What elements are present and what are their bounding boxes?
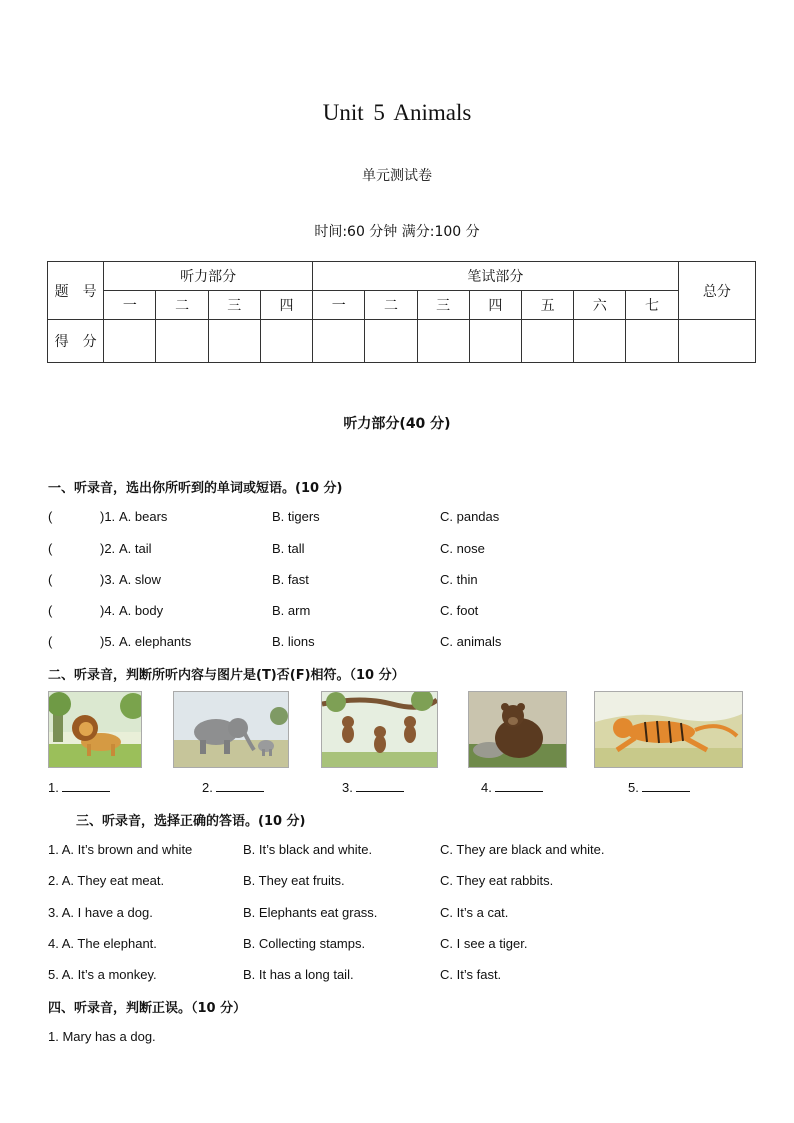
option-b: B. lions xyxy=(272,634,315,649)
writing-col: 二 xyxy=(365,291,417,320)
writing-header: 笔试部分 xyxy=(313,262,679,291)
writing-col: 五 xyxy=(521,291,573,320)
score-cell[interactable] xyxy=(417,320,469,363)
monkeys-picture xyxy=(321,691,438,768)
score-cell[interactable] xyxy=(574,320,626,363)
score-cell[interactable] xyxy=(156,320,208,363)
score-cell[interactable] xyxy=(678,320,755,363)
part1-item: ( )4. A. body B. arm C. foot xyxy=(48,603,479,618)
score-cell[interactable] xyxy=(208,320,260,363)
writing-col: 一 xyxy=(313,291,365,320)
option-b: B. tall xyxy=(272,541,305,556)
answer-blank[interactable] xyxy=(356,781,404,792)
score-table xyxy=(47,261,756,363)
part1-item: ( )5. A. elephants B. lions C. animals xyxy=(48,634,502,649)
option-a: 3. A. I have a dog. xyxy=(48,905,153,920)
writing-col: 七 xyxy=(626,291,678,320)
listening-header: 听力部分 xyxy=(104,262,313,291)
answer-blank[interactable] xyxy=(642,781,690,792)
listening-col: 四 xyxy=(260,291,312,320)
score-cell[interactable] xyxy=(626,320,678,363)
page-title: Unit 5 Animals xyxy=(322,100,472,125)
part1-heading: 一、听录音，选出你所听到的单词或短语。(10 分) xyxy=(48,481,343,496)
part3-item xyxy=(48,873,554,888)
tiger-picture xyxy=(594,691,743,768)
time-info: 时间:60 分钟 满分:100 分 xyxy=(314,224,480,240)
option-c: C. I see a tiger. xyxy=(440,936,528,951)
option-a: 1. A. It’s brown and white xyxy=(48,842,193,857)
option-c: C. animals xyxy=(440,634,502,649)
page-subtitle: 单元测试卷 xyxy=(362,168,432,184)
option-b: B. Collecting stamps. xyxy=(243,936,366,951)
picture-answer-2[interactable]: 2. xyxy=(202,780,264,795)
listening-col: 二 xyxy=(156,291,208,320)
picture-answer-5[interactable]: 5. xyxy=(628,780,690,795)
row-label-score: 得 分 xyxy=(48,320,104,363)
score-cell[interactable] xyxy=(313,320,365,363)
part3-item xyxy=(48,842,605,857)
writing-col: 四 xyxy=(469,291,521,320)
option-a: 2. A. They eat meat. xyxy=(48,873,165,888)
option-a: 5. A. It’s a monkey. xyxy=(48,967,157,982)
answer-paren[interactable]: ( xyxy=(48,541,53,556)
listening-col: 三 xyxy=(208,291,260,320)
option-c: C. nose xyxy=(440,541,485,556)
part4-heading: 四、听录音，判断正误。（10 分） xyxy=(48,1001,247,1016)
option-b: B. fast xyxy=(272,572,309,587)
option-a: A. body xyxy=(119,603,164,618)
answer-blank[interactable] xyxy=(216,781,264,792)
answer-paren[interactable]: ( xyxy=(48,634,53,649)
part1-item: ( )3. A. slow B. fast C. thin xyxy=(48,572,478,587)
part3-heading: 三、听录音，选择正确的答语。(10 分) xyxy=(76,814,306,829)
part4-item: 1. Mary has a dog. xyxy=(48,1029,156,1044)
writing-col: 三 xyxy=(417,291,469,320)
option-a: A. bears xyxy=(119,509,168,524)
option-c: C. They eat rabbits. xyxy=(440,873,554,888)
score-cell[interactable] xyxy=(469,320,521,363)
answer-paren[interactable]: ( xyxy=(48,509,53,524)
score-cell[interactable] xyxy=(365,320,417,363)
elephants-picture xyxy=(173,691,289,768)
writing-col: 六 xyxy=(574,291,626,320)
listening-section-title: 听力部分(40 分) xyxy=(343,416,451,432)
option-c: C. thin xyxy=(440,572,478,587)
row-label-number: 题 号 xyxy=(48,262,104,320)
picture-answer-4[interactable]: 4. xyxy=(481,780,543,795)
part1-item: ( )2. A. tail B. tall C. nose xyxy=(48,541,485,556)
part3-item xyxy=(48,905,509,920)
picture-answer-1[interactable]: 1. xyxy=(48,780,110,795)
option-c: C. It’s a cat. xyxy=(440,905,509,920)
total-header: 总分 xyxy=(678,262,755,320)
option-c: C. foot xyxy=(440,603,479,618)
option-c: C. They are black and white. xyxy=(440,842,605,857)
picture-answer-3[interactable]: 3. xyxy=(342,780,404,795)
part1-item: ( )1. A. bears B. tigers C. pandas xyxy=(48,509,500,524)
option-a: A. elephants xyxy=(119,634,192,649)
option-b: B. It’s black and white. xyxy=(243,842,373,857)
option-a: A. tail xyxy=(119,541,152,556)
answer-blank[interactable] xyxy=(62,781,110,792)
answer-paren[interactable]: ( xyxy=(48,603,53,618)
option-c: C. It’s fast. xyxy=(440,967,502,982)
lion-picture xyxy=(48,691,142,768)
answer-blank[interactable] xyxy=(495,781,543,792)
option-b: B. It has a long tail. xyxy=(243,967,354,982)
part2-heading: 二、听录音，判断所听内容与图片是(T)否(F)相符。（10 分） xyxy=(48,668,405,683)
score-cell[interactable] xyxy=(260,320,312,363)
option-b: B. tigers xyxy=(272,509,320,524)
option-a: 4. A. The elephant. xyxy=(48,936,157,951)
part3-item xyxy=(48,936,528,951)
answer-paren[interactable]: ( xyxy=(48,572,53,587)
option-a: A. slow xyxy=(119,572,161,587)
part3-item xyxy=(48,967,502,982)
option-b: B. arm xyxy=(272,603,311,618)
bear-picture xyxy=(468,691,567,768)
score-cell[interactable] xyxy=(104,320,156,363)
listening-col: 一 xyxy=(104,291,156,320)
option-b: B. They eat fruits. xyxy=(243,873,345,888)
option-b: B. Elephants eat grass. xyxy=(243,905,378,920)
score-cell[interactable] xyxy=(521,320,573,363)
option-c: C. pandas xyxy=(440,509,500,524)
